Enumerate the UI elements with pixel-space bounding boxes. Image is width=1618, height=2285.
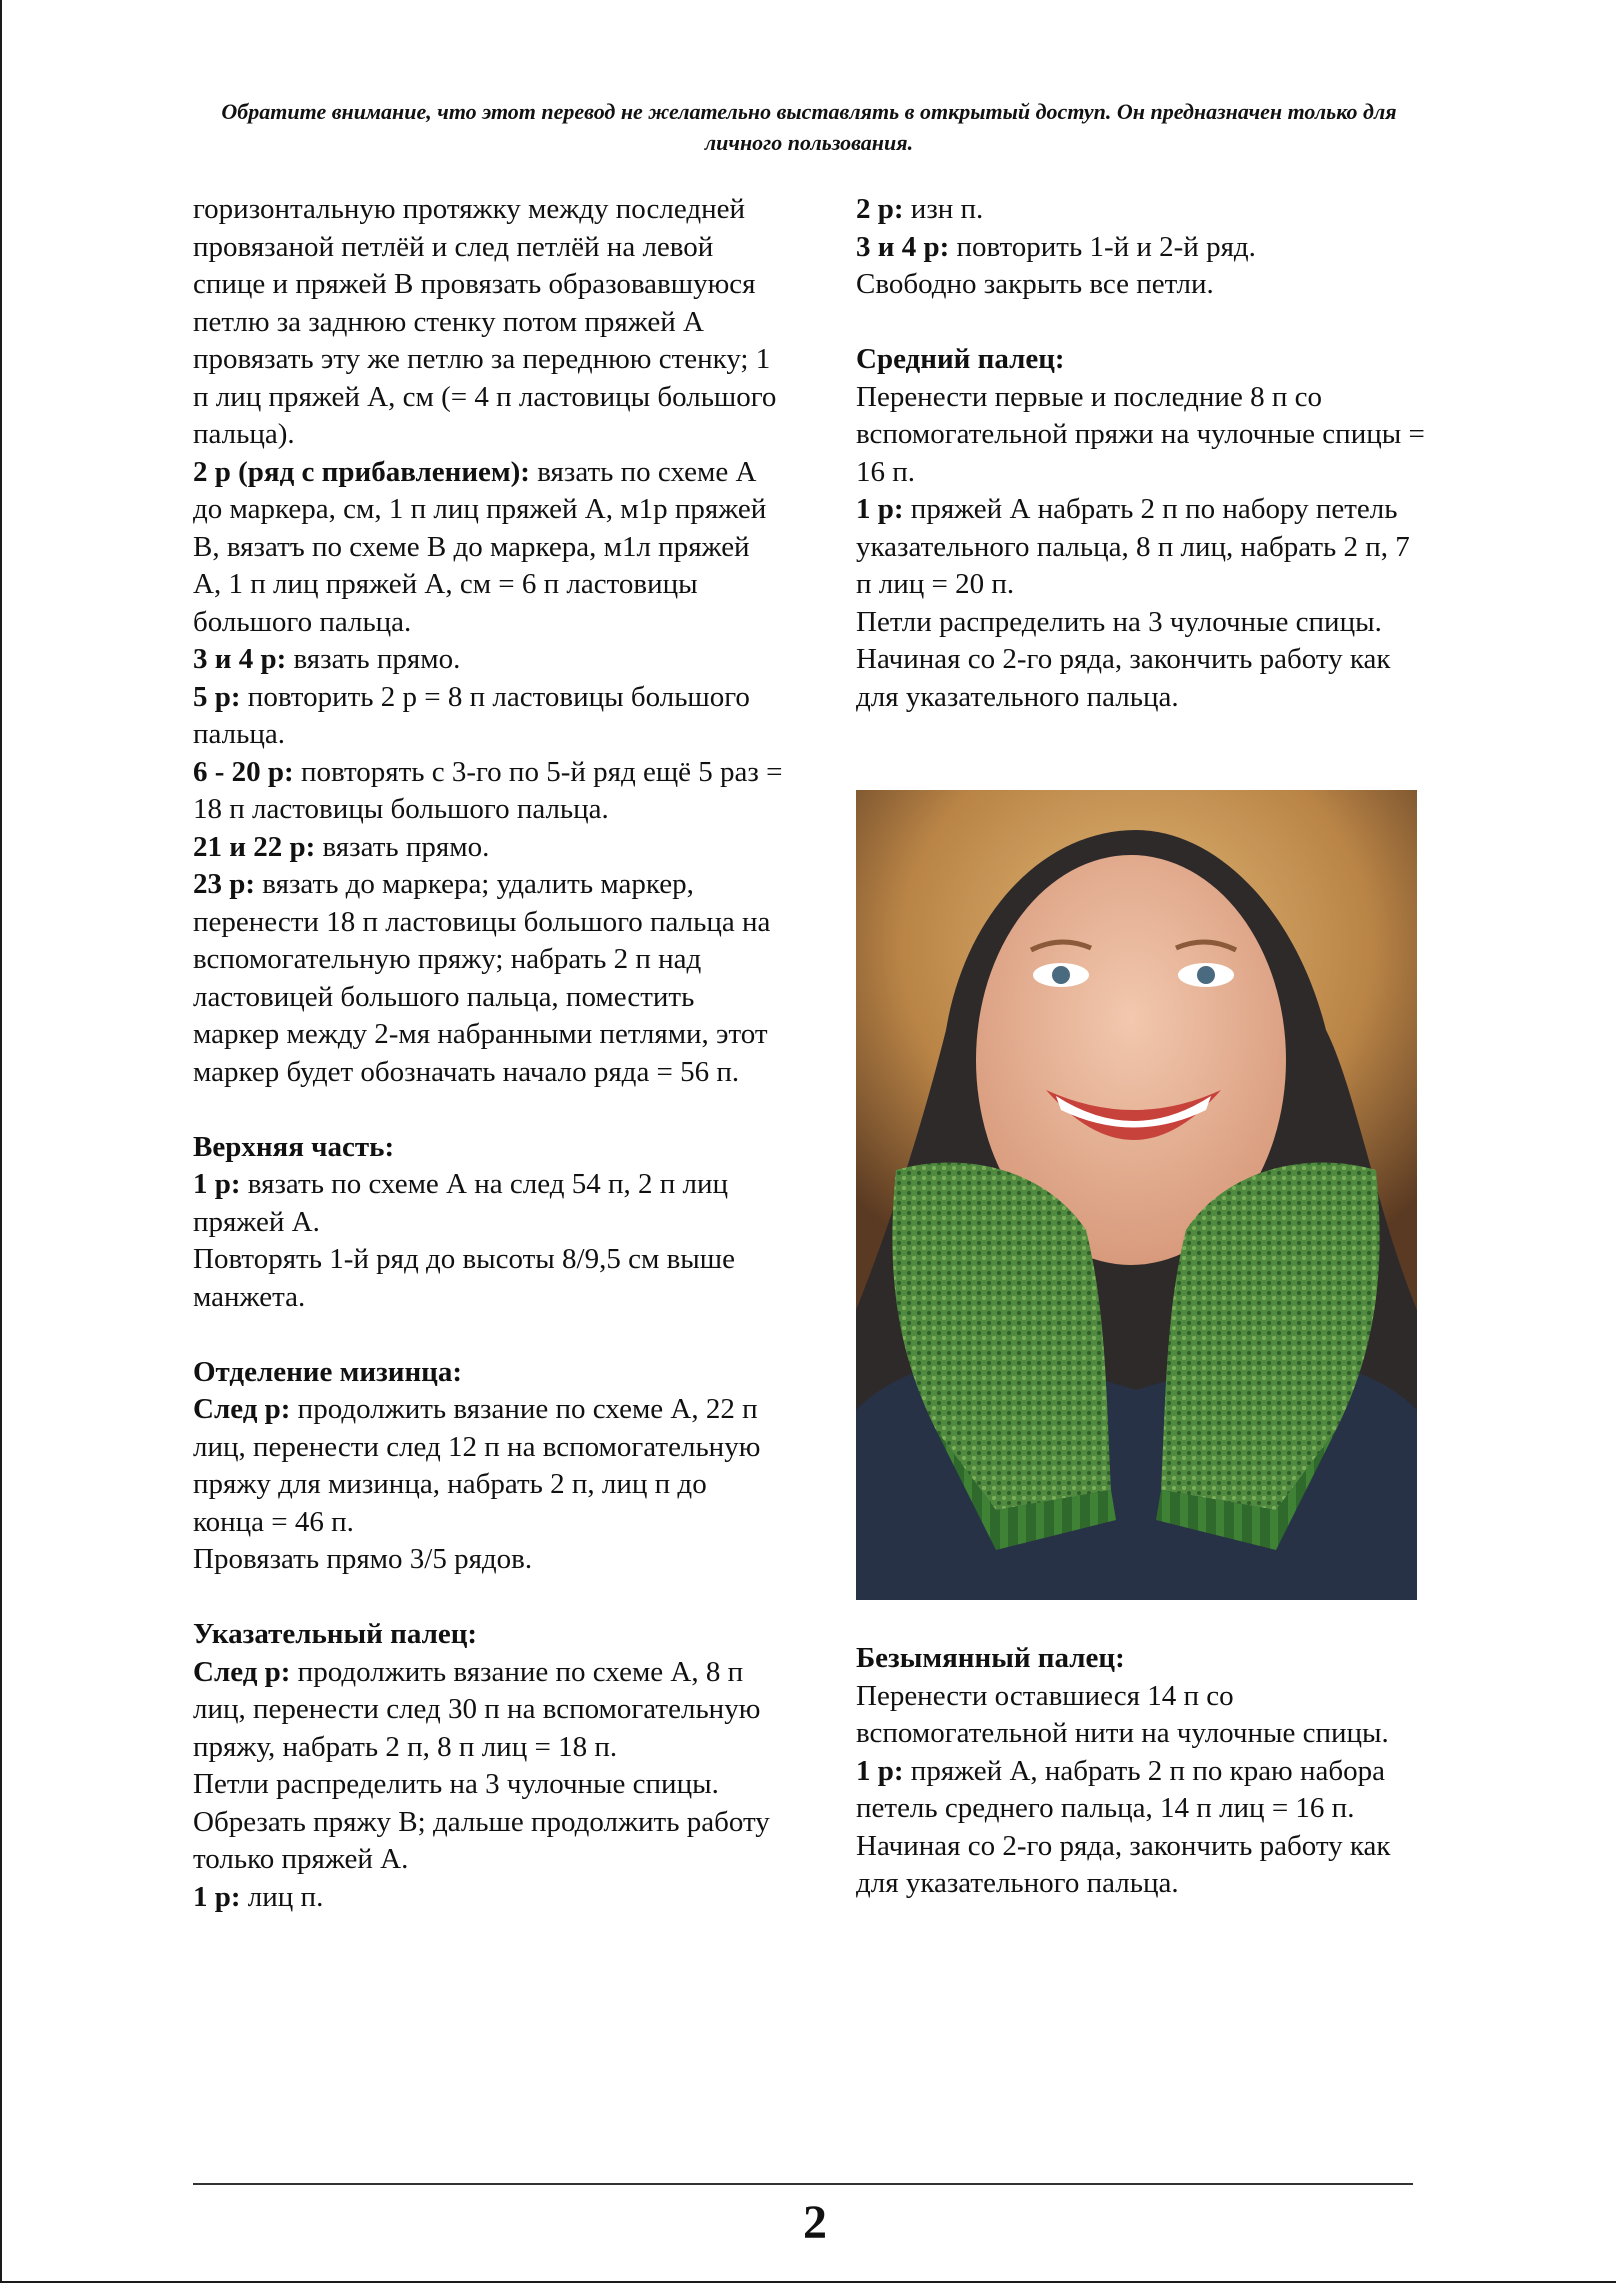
- row-6-20: [193, 754, 783, 829]
- row-text: пряжей А, набрать 2 п по краю набора петель среднего пальца, 14 п лиц = 16 п.: [856, 1754, 1385, 1824]
- heading-text: Указательный палец:: [193, 1618, 478, 1650]
- copyright-notice: Обратите внимание, что этот перевод не желательно выставлять в открытый доступ. Он предназначен только для личного пользования.: [221, 99, 1397, 155]
- heading-text: Безымянный палец:: [856, 1642, 1125, 1674]
- right-column-lower: [856, 1640, 1426, 1903]
- row-2: [193, 454, 783, 642]
- row-text: вязать по схеме А до маркера, см, 1 п лиц пряжей А, м1р пряжей В, вязатъ по схеме В до маркера, м1л пряжей А, 1 п лиц пряжей А, см = 6 п ластовицы большого пальца.: [193, 455, 767, 638]
- row-23: [193, 866, 783, 1091]
- row-21-22: [193, 829, 783, 867]
- row-label: 1 р:: [193, 1168, 241, 1200]
- left-iris: [1052, 966, 1070, 984]
- pinky-row: [193, 1391, 783, 1541]
- section-heading-ring: [856, 1640, 1426, 1678]
- ring-row-1: [856, 1753, 1426, 1828]
- row-text: лиц п.: [240, 1880, 324, 1913]
- photo-woman-mittens: [856, 790, 1417, 1600]
- row-3-4-repeat: [856, 229, 1426, 267]
- row-label: 2 р (ряд с прибавлением):: [193, 455, 530, 488]
- section-heading-upper: [193, 1129, 783, 1167]
- row-text: повторить 2 р = 8 п ластовицы большого пальца.: [193, 680, 750, 750]
- photo-illustration: [856, 790, 1417, 1600]
- middle-note: Петли распределить на 3 чулочные спицы.: [856, 605, 1382, 638]
- row-label: 5 р:: [193, 680, 241, 713]
- heading-text: Верхняя часть:: [193, 1130, 395, 1163]
- right-column-upper: [856, 191, 1426, 716]
- right-iris: [1197, 966, 1215, 984]
- row-label: След р:: [193, 1393, 291, 1425]
- ring-finish: Начиная со 2-го ряда, закончить работу как для указательного пальца.: [856, 1829, 1391, 1899]
- footer-rule: [193, 2183, 1413, 2185]
- row-label: 21 и 22 р:: [193, 830, 316, 863]
- row-label: 3 и 4 р:: [193, 643, 287, 675]
- row-label: 2 р:: [856, 193, 904, 225]
- row-label: 6 - 20 р:: [193, 755, 294, 788]
- row-label: 1 р:: [193, 1880, 241, 1913]
- middle-row-1: [856, 491, 1426, 604]
- page-number: 2: [803, 2196, 827, 2249]
- row-label: 3 и 4 р:: [856, 230, 950, 263]
- row-label: 23 р:: [193, 868, 256, 900]
- row-text: продолжить вязание по схеме А, 22 п лиц, перенести след 12 п на вспомогательную пряжу для мизинца, набрать 2 п, лиц п до конца = 46 п.: [193, 1393, 761, 1538]
- row-label: След р:: [193, 1655, 291, 1688]
- section-heading-pinky: [193, 1354, 783, 1392]
- heading-text: Средний палец:: [856, 343, 1065, 375]
- section-heading-index: [193, 1616, 783, 1654]
- row-text: вязать прямо.: [315, 830, 490, 863]
- row-text: изн п.: [903, 193, 984, 225]
- spacer: [193, 1091, 783, 1129]
- row-text: вязать прямо.: [286, 643, 461, 675]
- row-label: 1 р:: [856, 1754, 904, 1787]
- row-text: вязать по схеме А на след 54 п, 2 п лиц пряжей А.: [193, 1168, 729, 1238]
- pinky-note: Провязать прямо 3/5 рядов.: [193, 1543, 533, 1575]
- row-text: повторять с 3-го по 5-й ряд ещё 5 раз = 18 п ластовицы большого пальца.: [193, 755, 783, 825]
- row-text: вязать до маркера; удалить маркер, перенести 18 п ластовицы большого пальца на вспомогательную пряжу; набрать 2 п над ластовицей большого пальца, поместить маркер между 2-мя набранными петлями, этот маркер будет обозначать начало ряда = 56 п.: [193, 868, 771, 1088]
- heading-text: Отделение мизинца:: [193, 1355, 463, 1388]
- left-column: [193, 191, 783, 1916]
- intro-paragraph: горизонтальную протяжку между последней провязаной петлёй и след петлёй на левой спице и пряжей В провязать образовавшуюся петлю за заднюю стенку потом пряжей А провязать эту же петлю за переднюю стенку; 1 п лиц пряжей А, см (= 4 п ластовицы большого пальца).: [193, 193, 777, 450]
- row-2-purl: [856, 191, 1426, 229]
- spacer: [193, 1316, 783, 1354]
- middle-finish: Начиная со 2-го ряда, закончить работу как для указательного пальца.: [856, 643, 1391, 713]
- row-3-4: [193, 641, 783, 679]
- row-5: [193, 679, 783, 754]
- bind-off-note: Свободно закрыть все петли.: [856, 268, 1214, 300]
- row-text: пряжей А набрать 2 п по набору петель указательного пальца, 8 п лиц, набрать 2 п, 7 п лиц = 20 п.: [856, 493, 1410, 600]
- index-row: [193, 1654, 783, 1767]
- row-text: повторить 1-й и 2-й ряд.: [949, 230, 1256, 263]
- index-note: Петли распределить на 3 чулочные спицы. Обрезать пряжу В; дальше продолжить работу только пряжей А.: [193, 1768, 770, 1875]
- index-row-1: [193, 1879, 783, 1917]
- middle-text: Перенести первые и последние 8 п со вспомогательной пряжи на чулочные спицы = 16 п.: [856, 380, 1425, 488]
- ring-text: Перенести оставшиеся 14 п со вспомогательной нити на чулочные спицы.: [856, 1679, 1389, 1749]
- row-text: продолжить вязание по схеме А, 8 п лиц, перенести след 30 п на вспомогательную пряжу, набрать 2 п, 8 п лиц = 18 п.: [193, 1655, 761, 1763]
- section-heading-middle: [856, 341, 1426, 379]
- spacer: [856, 304, 1426, 342]
- upper-note: Повторять 1-й ряд до высоты 8/9,5 см выше манжета.: [193, 1243, 735, 1313]
- row-label: 1 р:: [856, 493, 904, 525]
- upper-row-1: [193, 1166, 783, 1241]
- spacer: [193, 1579, 783, 1617]
